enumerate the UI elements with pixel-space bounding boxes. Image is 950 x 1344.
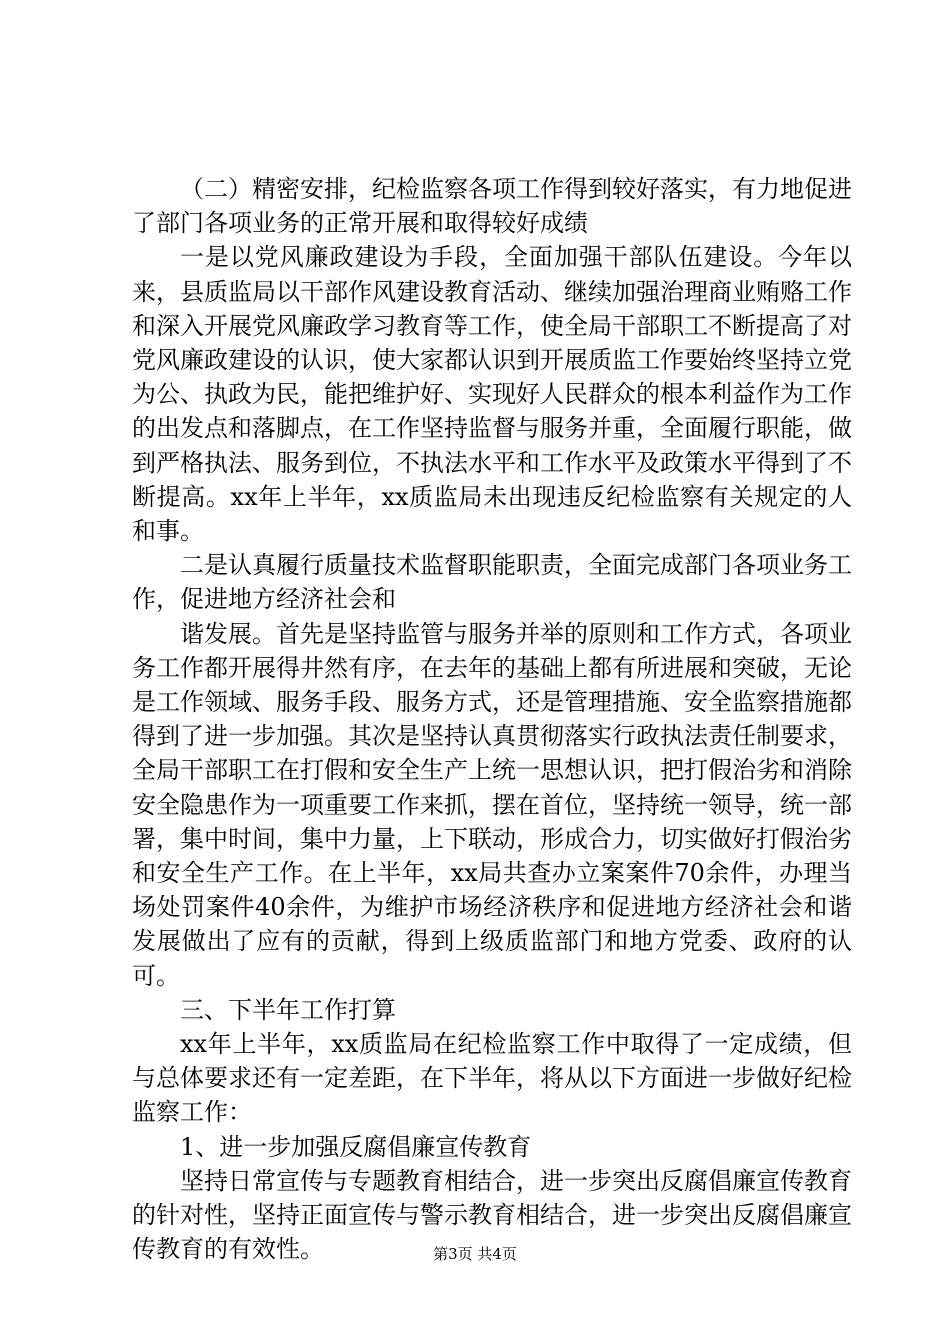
- paragraph-plan: xx年上半年，xx质监局在纪检监察工作中取得了一定成绩，但与总体要求还有一定差距，在下半年，将从以下方面进一步做好纪检监察工作：: [132, 1030, 852, 1127]
- paragraph-two-continued: 谐发展。首先是坚持监管与服务并举的原则和工作方式，各项业务工作都开展得井然有序，在去年的基础上都有所进展和突破，无论是工作领域、服务手段、服务方式，还是管理措施、安全监察措施都得到了进一步加强。其次是坚持认真贯彻落实行政执法责任制要求，全局干部职工在打假和安全生产上统一思想认识，把打假治劣和消除安全隐患作为一项重要工作来抓，摆在首位，坚持统一领导，统一部署，集中时间，集中力量，上下联动，形成合力，切实做好打假治劣和安全生产工作。在上半年，xx局共查办立案案件70余件，办理当场处罚案件40余件，为维护市场经济秩序和促进地方经济社会和谐发展做出了应有的贡献，得到上级质监部门和地方党委、政府的认可。: [132, 619, 852, 990]
- paragraph-two: 二是认真履行质量技术监督职能职责，全面完成部门各项业务工作，促进地方经济社会和: [132, 551, 852, 614]
- paragraph-education: 坚持日常宣传与专题教育相结合，进一步突出反腐倡廉宣传教育的针对性，坚持正面宣传与警示教育相结合，进一步突出反腐倡廉宣传教育的有效性。: [132, 1166, 852, 1264]
- section-heading-two: （二）精密安排，纪检监察各项工作得到较好落实，有力地促进了部门各项业务的正常开展和取得较好成绩: [132, 175, 852, 238]
- paragraph-one: 一是以党风廉政建设为手段，全面加强干部队伍建设。今年以来，县质监局以干部作风建设教育活动、继续加强治理商业贿赂工作和深入开展党风廉政学习教育等工作，使全局干部职工不断提高了对党风廉政建设的认识，使大家都认识到开展质监工作要始终坚持立党为公、执政为民，能把维护好、实现好人民群众的根本利益作为工作的出发点和落脚点，在工作坚持监督与服务并重，全面履行职能，做到严格执法、服务到位，不执法水平和工作水平及政策水平得到了不断提高。xx年上半年，xx质监局未出现违反纪检监察有关规定的人和事。: [132, 243, 852, 546]
- subheading-one: 1、进一步加强反腐倡廉宣传教育: [180, 1132, 532, 1161]
- document-body: [132, 172, 852, 1267]
- page-number-footer: 第3页 共4页: [433, 1245, 517, 1263]
- section-heading-three: 三、下半年工作打算: [180, 995, 396, 1024]
